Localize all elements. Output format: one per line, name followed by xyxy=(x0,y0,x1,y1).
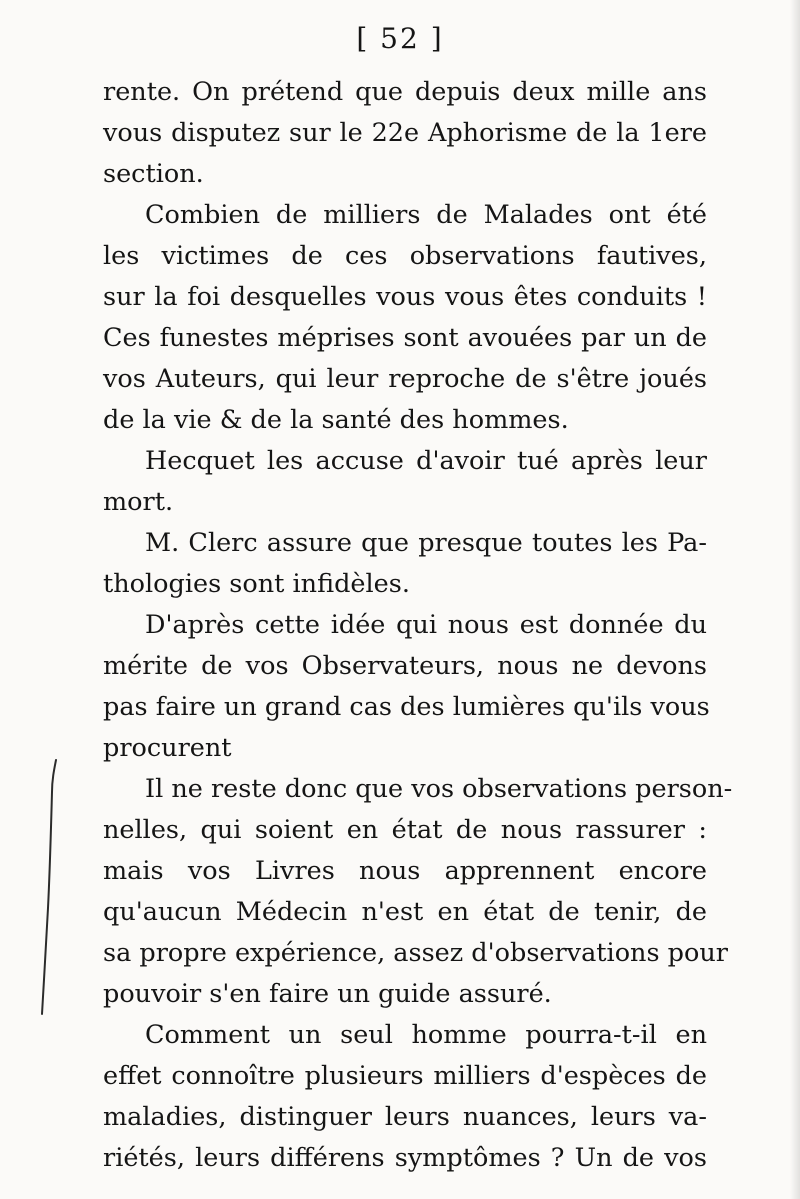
text-line: riétés, leurs différens symptômes ? Un de vos xyxy=(103,1143,707,1173)
text-line: mais vos Livres nous apprennent encore xyxy=(103,856,707,886)
text-line: vos Auteurs, qui leur reproche de s'être joués xyxy=(103,364,707,394)
text-line: Hecquet les accuse d'avoir tué après leur xyxy=(145,446,707,476)
text-line: Ces funestes méprises sont avouées par un de xyxy=(103,323,707,353)
text-line: de la vie & de la santé des hommes. xyxy=(103,405,569,435)
body-text xyxy=(103,72,733,1179)
text-line: Comment un seul homme pourra-t-il en xyxy=(145,1020,707,1050)
text-line: D'après cette idée qui nous est donnée du xyxy=(145,610,707,640)
paragraph xyxy=(103,72,707,195)
handwritten-margin-mark xyxy=(36,758,66,1016)
paragraph xyxy=(103,605,710,769)
text-line: thologies sont infidèles. xyxy=(103,569,410,599)
paragraph xyxy=(103,195,707,441)
text-line: mort. xyxy=(103,487,174,517)
text-line: sa propre expérience, assez d'observations pour xyxy=(103,938,728,968)
text-line: vous disputez sur le 22e Aphorisme de la 1ere xyxy=(103,118,707,148)
page-edge-shadow xyxy=(790,0,800,1199)
text-line: Combien de milliers de Malades ont été xyxy=(145,200,707,230)
text-line: pouvoir s'en faire un guide assuré. xyxy=(103,979,552,1009)
text-line: sur la foi desquelles vous vous êtes conduits ! xyxy=(103,282,707,312)
text-line: Il ne reste donc que vos observations person- xyxy=(145,774,733,804)
page-number: [ 52 ] xyxy=(356,22,444,55)
text-line: mérite de vos Observateurs, nous ne devons xyxy=(103,651,707,681)
text-line: procurent xyxy=(103,733,232,763)
text-line: qu'aucun Médecin n'est en état de tenir, de xyxy=(103,897,707,927)
text-line: M. Clerc assure que presque toutes les Pa- xyxy=(145,528,707,558)
text-line: pas faire un grand cas des lumières qu'ils vous xyxy=(103,692,710,722)
paragraph xyxy=(103,441,707,523)
paragraph xyxy=(103,523,707,605)
text-line: les victimes de ces observations fautives, xyxy=(103,241,707,271)
paragraph xyxy=(103,1015,707,1179)
text-line: effet connoître plusieurs milliers d'espèces de xyxy=(103,1061,707,1091)
paragraph xyxy=(103,769,733,1015)
text-line: nelles, qui soient en état de nous rassurer : xyxy=(103,815,707,845)
text-line: rente. On prétend que depuis deux mille ans xyxy=(103,77,707,107)
text-line: section. xyxy=(103,159,204,189)
text-line: maladies, distinguer leurs nuances, leurs va- xyxy=(103,1102,707,1132)
